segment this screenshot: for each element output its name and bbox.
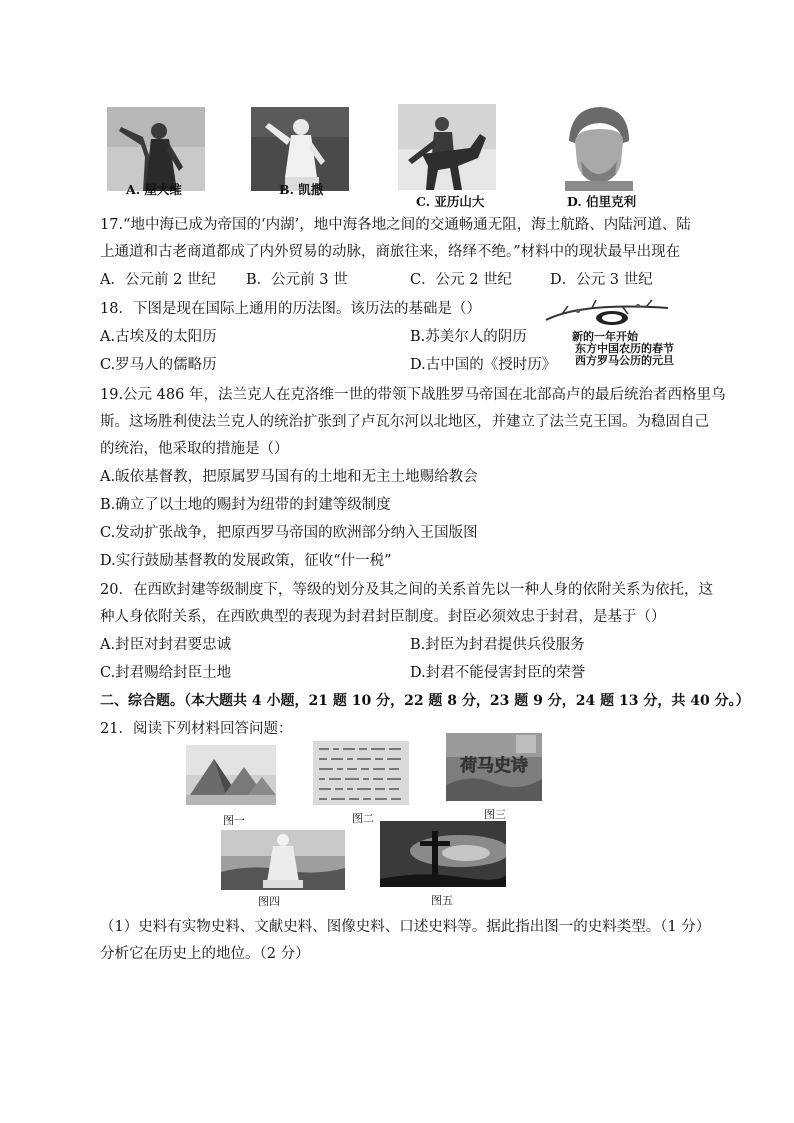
- q17-stem-line1: 17.“地中海已成为帝国的‘内湖’，地中海各地之间的交通畅通无阻，海土航路、内陆河道、陆: [100, 217, 691, 233]
- q19-option-a: A.皈依基督教，把原属罗马国有的土地和无主土地赐给教会: [100, 469, 478, 485]
- calendar-caption-line1: 新的一年开始: [572, 330, 638, 343]
- section2-heading: 二、综合题。（本大题共 4 小题，21 题 10 分，22 题 8 分，23 题 9 分，24 题 13 分，共 40 分。）: [100, 693, 750, 709]
- figure-1-image: [186, 745, 276, 805]
- q18-option-a: A.古埃及的太阳历: [100, 329, 217, 345]
- option-label-b: B. 凯撒: [279, 182, 324, 197]
- option-label-c: C. 亚历山大: [416, 194, 485, 209]
- figure-4-image: [221, 830, 345, 890]
- q18-option-c: C.罗马人的儒略历: [100, 357, 217, 373]
- figure-3-image: [446, 733, 542, 801]
- q17-option-c: C．公元 2 世纪: [410, 272, 513, 288]
- q18-option-d: D.古中国的《授时历》: [410, 357, 557, 373]
- q19-stem-line3: 的统治，他采取的措施是（）: [100, 441, 289, 457]
- q17-stem-line2: 上通道和古老商道都成了内外贸易的动脉，商旅往来，络绎不绝。”材料中的现状最早出现在: [100, 244, 681, 260]
- option-label-a: A. 屋大维: [126, 182, 182, 197]
- rome-history-banner-icon: [446, 733, 542, 801]
- q21-stem: 21．阅读下列材料回答问题：: [100, 721, 293, 737]
- statue-octavian-icon: [107, 107, 205, 191]
- image-octavian-statue: [107, 107, 205, 191]
- calendar-image: [542, 298, 672, 328]
- calendar-caption-line2: 东方中国农历的春节: [575, 342, 674, 355]
- pyramids-icon: [186, 745, 276, 805]
- buddha-statue-icon: [221, 830, 345, 890]
- q18-option-b: B.苏美尔人的阴历: [410, 329, 527, 345]
- statue-caesar-icon: [251, 107, 349, 191]
- q17-option-d: D．公元 3 世纪: [550, 272, 653, 288]
- figure-4-caption: 图四: [258, 895, 280, 908]
- q20-option-d: D.封君不能侵害封臣的荣誉: [410, 665, 586, 681]
- figure-5-image: [380, 821, 506, 887]
- image-alexander-statue: [398, 104, 496, 190]
- q17-option-a: A．公元前 2 世纪: [100, 272, 216, 288]
- q20-stem-line2: 种人身依附关系，在西欧典型的表现为封君封臣制度。封臣必须效忠于封君，是基于（）: [100, 609, 666, 625]
- q19-stem-line1: 19.公元 486 年，法兰克人在克洛维一世的带领下战胜罗马帝国在北部高卢的最后统治者西格里乌: [100, 387, 726, 403]
- q17-option-b: B．公元前 3 世: [246, 272, 348, 288]
- q20-option-a: A.封臣对封君要忠诚: [100, 637, 232, 653]
- option-label-d: D. 伯里克利: [567, 194, 637, 209]
- q21-sub1-line1: （1）史料有实物史料、文献史料、图像史料、口述史料等。据此指出图一的史料类型。（1 分）: [100, 919, 711, 935]
- figure-2-image: [313, 741, 409, 805]
- q20-stem-line1: 20．在西欧封建等级制度下，等级的划分及其之间的关系首先以一种人身的依附关系为依托，这: [100, 582, 713, 598]
- q19-option-b: B.确立了以土地的赐封为纽带的封建等级制度: [100, 497, 391, 513]
- q18-stem: 18．下图是现在国际上通用的历法图。该历法的基础是（）: [100, 301, 481, 317]
- figure-2-caption: 图二: [352, 812, 374, 825]
- q19-stem-line2: 斯。这场胜利使法兰克人的统治扩张到了卢瓦尔河以北地区，并建立了法兰克王国。为稳固自己: [100, 414, 709, 430]
- q19-option-d: D.实行鼓励基督教的发展政策，征收“什一税”: [100, 553, 392, 569]
- figure-3-caption: 图三: [484, 808, 506, 821]
- figure-1-caption: 图一: [223, 814, 245, 827]
- q21-sub1-line2: 分析它在历史上的地位。（2 分）: [100, 946, 310, 962]
- q19-option-c: C.发动扩张战争，把原西罗马帝国的欧洲部分纳入王国版图: [100, 525, 478, 541]
- statue-alexander-icon: [398, 104, 496, 190]
- cuneiform-tablet-icon: [313, 741, 409, 805]
- bust-pericles-icon: [545, 101, 649, 191]
- image-caesar-statue: [251, 107, 349, 191]
- q20-option-c: C.封君赐给封臣土地: [100, 665, 232, 681]
- figure-5-caption: 图五: [431, 894, 453, 907]
- figure-3-text: 荷马史诗: [460, 756, 528, 776]
- calendar-branch-icon: [542, 298, 672, 328]
- q20-option-b: B.封臣为封君提供兵役服务: [410, 637, 585, 653]
- cross-silhouette-icon: [380, 821, 506, 887]
- calendar-caption-line3: 西方罗马公历的元旦: [575, 354, 674, 367]
- image-pericles-bust: [545, 101, 649, 191]
